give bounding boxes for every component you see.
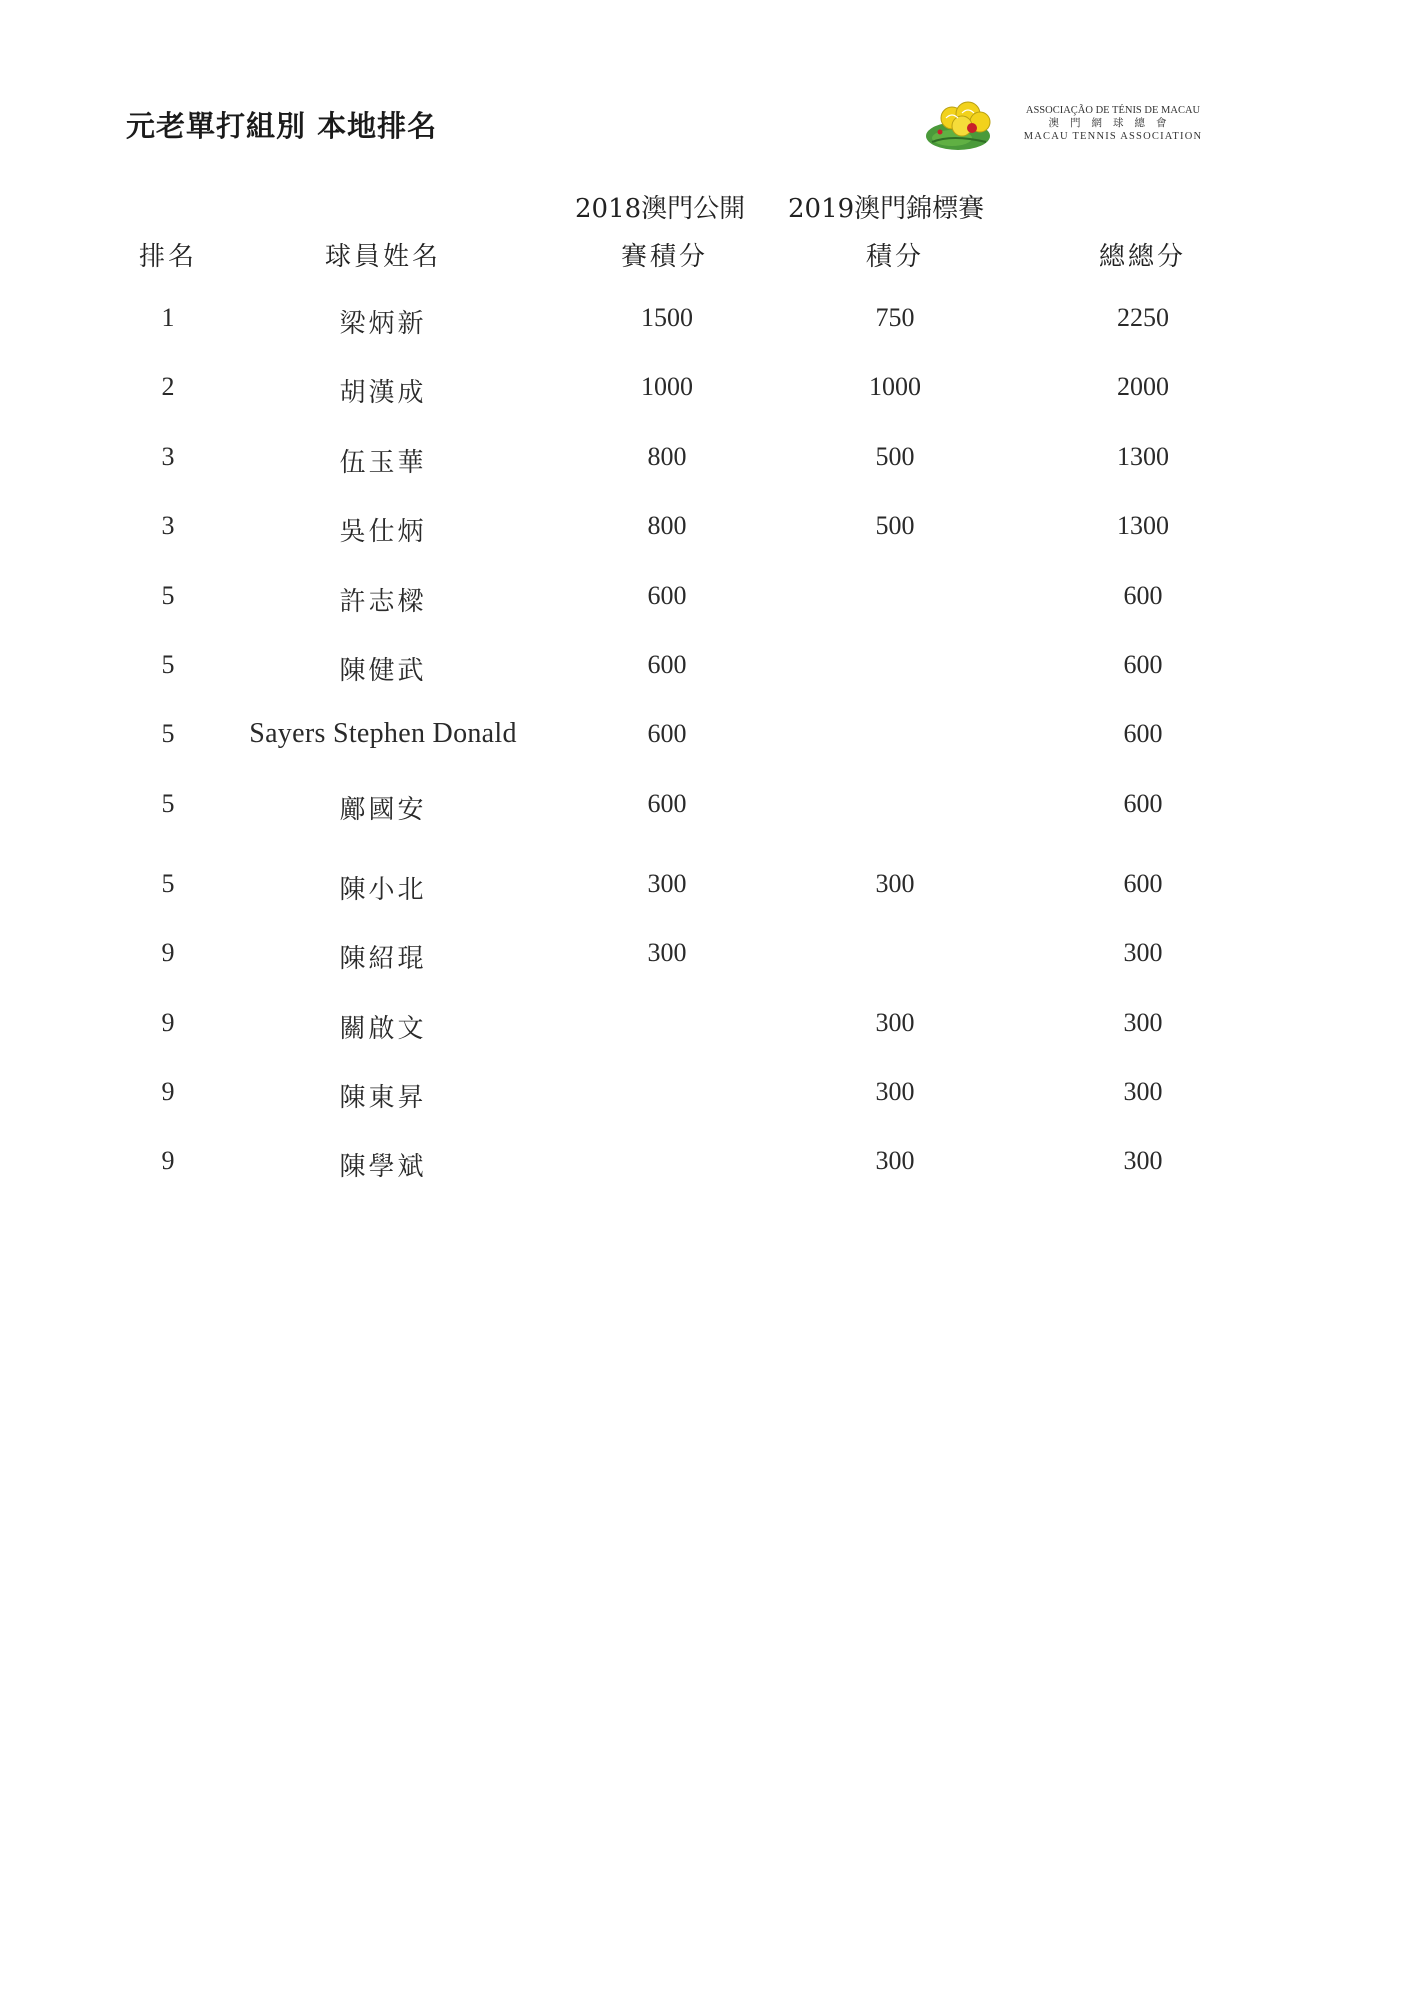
total-points-cell: 600: [1123, 581, 1163, 610]
championship-2019-points-cell: 300: [875, 1077, 915, 1106]
player-name-cell: 陳東昇: [339, 1083, 427, 1113]
championship-2019-points-cell: 300: [875, 1008, 915, 1037]
open-2018-points-cell: 600: [647, 789, 687, 818]
player-name-cell: 吳仕炳: [339, 517, 427, 547]
total-points-cell: 1300: [1117, 442, 1169, 471]
player-name-cell: 許志樑: [339, 587, 427, 617]
open-2018-points-cell: 600: [647, 581, 687, 610]
open-2018-points-cell: 1000: [641, 372, 693, 401]
column-header-total: 總總分: [1099, 242, 1187, 272]
open-2018-points-cell: 300: [647, 869, 687, 898]
logo-name-chinese: 澳門網球總會: [1048, 118, 1178, 129]
rank-cell: 9: [161, 1008, 175, 1037]
open-2018-points-cell: 800: [647, 442, 687, 471]
event-header-2018-open: 2018澳門公開: [575, 194, 746, 224]
total-points-cell: 2250: [1117, 303, 1169, 332]
player-name-cell: 陳小北: [339, 875, 427, 905]
rank-cell: 3: [161, 442, 175, 471]
total-points-cell: 600: [1123, 719, 1163, 748]
rank-cell: 5: [161, 789, 175, 818]
player-name-cell: 鄺國安: [339, 795, 427, 825]
championship-2019-points-cell: 300: [875, 1146, 915, 1175]
open-2018-points-cell: 600: [647, 650, 687, 679]
open-2018-points-cell: 300: [647, 938, 687, 967]
page-title: 元老單打組別 本地排名: [126, 109, 438, 143]
rank-cell: 3: [161, 511, 175, 540]
championship-2019-points-cell: 300: [875, 869, 915, 898]
rank-cell: 5: [161, 719, 175, 748]
rank-cell: 2: [161, 372, 175, 401]
total-points-cell: 600: [1123, 650, 1163, 679]
player-name-cell: 梁炳新: [339, 309, 427, 339]
open-2018-points-cell: 1500: [641, 303, 693, 332]
rank-cell: 5: [161, 581, 175, 610]
player-name-cell: 胡漢成: [339, 378, 427, 408]
column-header-2018-points: 賽積分: [621, 242, 709, 272]
event-header-2019-championship: 2019澳門錦標賽: [788, 194, 985, 224]
total-points-cell: 600: [1123, 789, 1163, 818]
open-2018-points-cell: 800: [647, 511, 687, 540]
championship-2019-points-cell: 500: [875, 442, 915, 471]
rank-cell: 1: [161, 303, 175, 332]
column-header-player-name: 球員姓名: [325, 242, 442, 272]
macau-tennis-association-logo: [922, 98, 1217, 154]
player-name-cell: 關啟文: [339, 1014, 427, 1044]
rank-cell: 5: [161, 650, 175, 679]
total-points-cell: 1300: [1117, 511, 1169, 540]
player-name-cell: 陳紹琨: [339, 944, 427, 974]
player-name-cell: 陳健武: [339, 656, 427, 686]
total-points-cell: 300: [1123, 938, 1163, 967]
tennis-ball-flower-icon: [922, 98, 1008, 154]
rank-cell: 9: [161, 1146, 175, 1175]
player-name-cell: Sayers Stephen Donald: [249, 718, 517, 749]
championship-2019-points-cell: 750: [875, 303, 915, 332]
logo-name-portuguese: ASSOCIAÇÃO DE TÉNIS DE MACAU: [1025, 105, 1201, 116]
championship-2019-points-cell: 1000: [869, 372, 921, 401]
championship-2019-points-cell: 500: [875, 511, 915, 540]
column-header-2019-points: 積分: [866, 242, 925, 272]
rank-cell: 9: [161, 938, 175, 967]
total-points-cell: 300: [1123, 1146, 1163, 1175]
total-points-cell: 300: [1123, 1077, 1163, 1106]
open-2018-points-cell: 600: [647, 719, 687, 748]
total-points-cell: 600: [1123, 869, 1163, 898]
logo-name-english: MACAU TENNIS ASSOCIATION: [1023, 131, 1203, 142]
rank-cell: 5: [161, 869, 175, 898]
rank-cell: 9: [161, 1077, 175, 1106]
total-points-cell: 2000: [1117, 372, 1169, 401]
total-points-cell: 300: [1123, 1008, 1163, 1037]
player-name-cell: 陳學斌: [339, 1152, 427, 1182]
column-header-rank: 排名: [139, 242, 198, 272]
player-name-cell: 伍玉華: [339, 448, 427, 478]
